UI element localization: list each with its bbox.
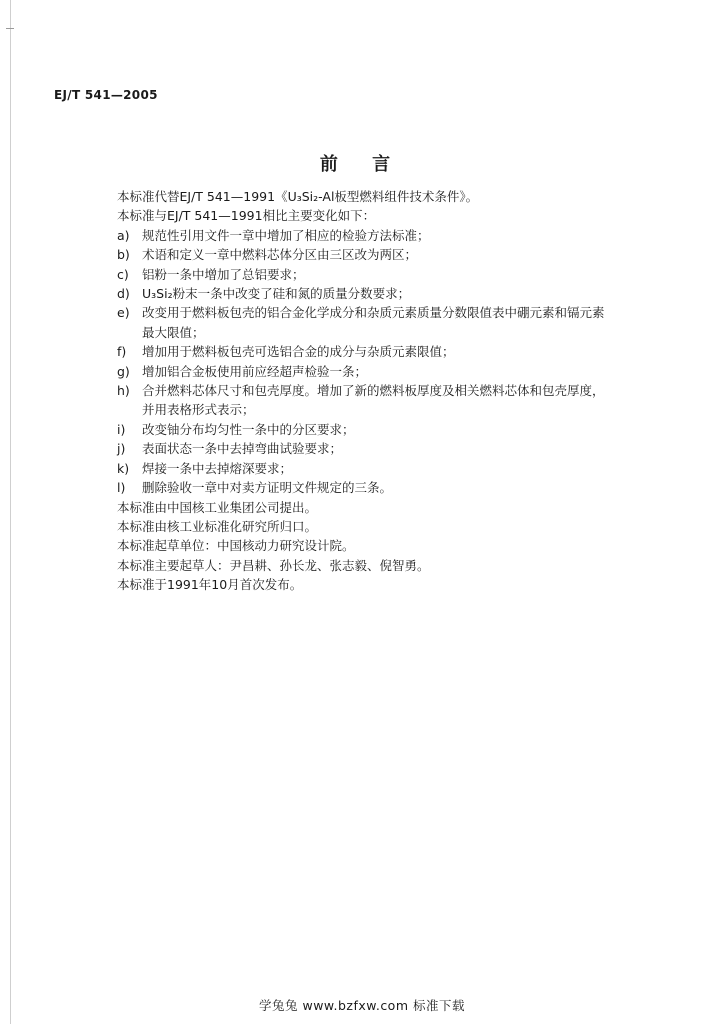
item-marker: l) [117, 480, 126, 496]
scan-mark [6, 28, 14, 29]
managed-by: 本标准由核工业标准化研究所归口。 [117, 518, 318, 534]
item-continuation: 最大限值； [142, 324, 205, 340]
change-item-a [117, 226, 637, 245]
item-text: 增加用于燃料板包壳可选铝合金的成分与杂质元素限值； [142, 344, 455, 360]
item-text: 铝粉一条中增加了总铝要求； [142, 266, 305, 282]
change-item-e [117, 303, 637, 322]
proposed-by: 本标准由中国核工业集团公司提出。 [117, 499, 318, 515]
item-text: 改变铀分布均匀性一条中的分区要求； [142, 421, 355, 437]
change-item-j [117, 439, 637, 458]
change-item-h [117, 381, 637, 400]
item-text: 焊接一条中去掉熔深要求； [142, 460, 293, 476]
download-watermark: 学兔兔 www.bzfxw.com 标准下载 [259, 998, 465, 1013]
preface-title: 前 言 [319, 154, 405, 175]
item-text: 删除验收一章中对卖方证明文件规定的三条。 [142, 480, 393, 496]
change-item-c [117, 265, 637, 284]
item-marker: g) [117, 363, 130, 379]
item-marker: e) [117, 305, 130, 321]
change-item-d [117, 284, 637, 303]
standard-number: EJ/T 541—2005 [54, 88, 158, 102]
item-text: 增加铝合金板使用前应经超声检验一条； [142, 363, 368, 379]
item-marker: d) [117, 286, 130, 302]
intro-changes: 本标准与EJ/T 541—1991相比主要变化如下： [117, 208, 376, 224]
item-marker: f) [117, 344, 127, 360]
main-drafters: 本标准主要起草人：尹昌耕、孙长龙、张志毅、倪智勇。 [117, 557, 430, 573]
item-text: U₃Si₂粉末一条中改变了硅和氮的质量分数要求； [142, 286, 411, 302]
item-marker: i) [117, 421, 126, 437]
preface-body [117, 187, 637, 595]
change-item-b [117, 245, 637, 264]
item-marker: j) [117, 441, 126, 457]
item-text: 表面状态一条中去掉弯曲试验要求； [142, 441, 343, 457]
change-item-g [117, 362, 637, 381]
first-issue: 本标准于1991年10月首次发布。 [117, 577, 303, 593]
item-marker: k) [117, 460, 130, 476]
item-text: 合并燃料芯体尺寸和包壳厚度。增加了新的燃料板厚度及相关燃料芯体和包壳厚度， [142, 383, 605, 399]
item-text: 术语和定义一章中燃料芯体分区由三区改为两区； [142, 247, 418, 263]
drafting-unit: 本标准起草单位：中国核动力研究设计院。 [117, 538, 355, 554]
item-text: 改变用于燃料板包壳的铝合金化学成分和杂质元素质量分数限值表中硼元素和镉元素 [142, 305, 605, 321]
change-item-i [117, 420, 637, 439]
item-marker: b) [117, 247, 130, 263]
item-text: 规范性引用文件一章中增加了相应的检验方法标准； [142, 227, 430, 243]
change-item-f [117, 342, 637, 361]
item-marker: h) [117, 383, 130, 399]
change-item-l [117, 478, 637, 497]
change-item-k [117, 459, 637, 478]
item-marker: c) [117, 266, 129, 282]
intro-replaces: 本标准代替EJ/T 541—1991《U₃Si₂-Al板型燃料组件技术条件》。 [117, 189, 479, 204]
item-continuation: 并用表格形式表示； [142, 402, 255, 418]
item-marker: a) [117, 227, 130, 243]
